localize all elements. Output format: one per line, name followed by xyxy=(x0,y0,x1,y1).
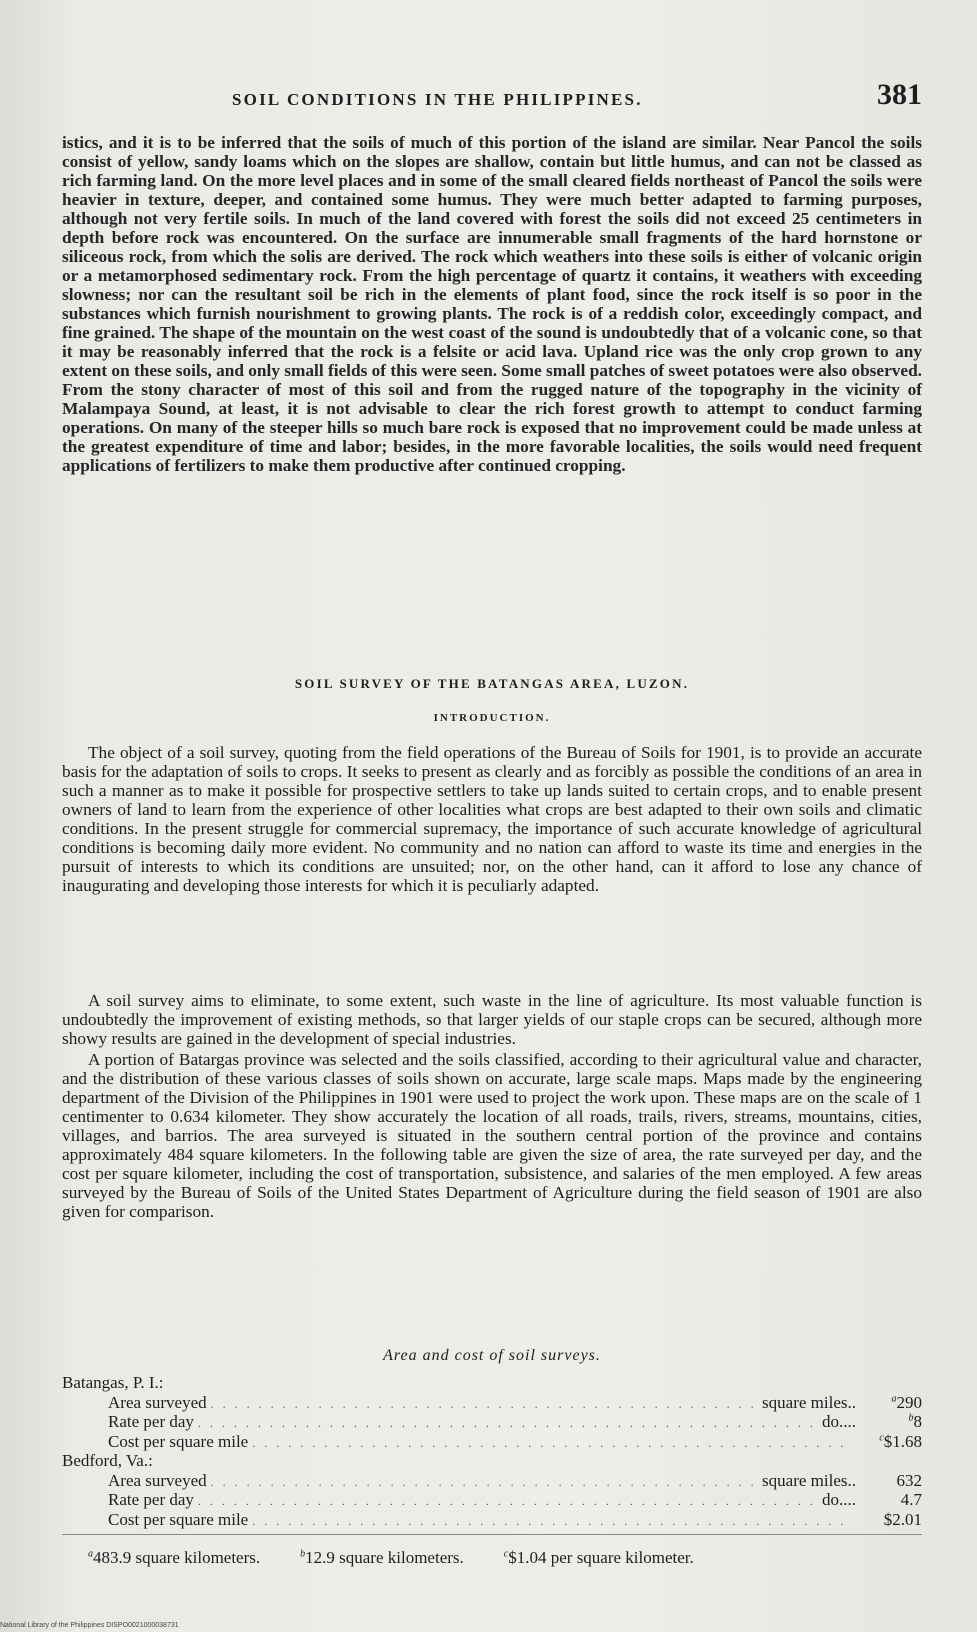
footnotes xyxy=(88,1548,918,1568)
leader-dots xyxy=(198,1492,818,1512)
footnote-mark: a xyxy=(891,1392,897,1404)
leader-dots xyxy=(198,1414,818,1434)
row-label: Cost per square mile xyxy=(108,1431,249,1451)
footnote-mark: b xyxy=(908,1412,914,1424)
row-value: 4.7 xyxy=(900,1490,922,1509)
row-label: Cost per square mile xyxy=(108,1509,249,1529)
table-row xyxy=(62,1490,922,1510)
leader-dots xyxy=(211,1395,758,1415)
row-value: 632 xyxy=(896,1470,922,1490)
page-number: 381 xyxy=(877,78,922,111)
row-label: Rate per day xyxy=(108,1412,194,1431)
row-value: $^b$8 xyxy=(908,1412,922,1431)
leader-dots xyxy=(252,1434,852,1454)
table-row xyxy=(62,1510,922,1530)
table-row xyxy=(62,1432,922,1452)
paragraph-intro-1: The object of a soil survey, quoting from the field operations of the Bureau of Soils for 1901, is to provide an accurate basis for the adaptation of soils to crops. It seeks to present as clearly and as forcibly as possible the conditions of an area in such a manner as to make it possible for prospective settlers to take up lands suited to certain crops, and to enable present owners of land to learn from the experience of other localities what crops are best adapted to their own soils and climatic conditions. In the present struggle for commercial supremacy, the importance of such accurate knowledge of agricultural conditions is becoming daily more evident. No community and no nation can afford to waste its time and energies in the pursuit of interests to which its conditions are unsuited; nor, on the other hand, can it afford to lose any chance of inaugurating and developing those interests for which it is peculiarly adapted. xyxy=(62,743,922,895)
paragraph-intro-2: A soil survey aims to eliminate, to some extent, such waste in the line of agriculture. Its most valuable function is undoubtedly the improvement of existing methods, so that larger yields of our staple crops can be secured, although more showy results are gained in the development of special industries. xyxy=(62,991,922,1048)
paragraph-continued: istics, and it is to be inferred that the soils of much of this portion of the island are similar. Near Pancol the soils consist of yellow, sandy loams which on the slopes are shallow, contain but little humus, and can not be classed as rich farming land. On the more level places and in some of the small cleared fields northeast of Pancol the soils were heavier in texture, deeper, and contained some humus. They were much better adapted to farming purposes, although not very fertile soils. In much of the land covered with forest the soils did not exceed 25 centimeters in depth before rock was encountered. On the surface are innumerable small fragments of the hard hornstone or siliceous rock, from which the solis are derived. The rock which weathers into these soils is either of volcanic origin or a metamorphosed sedimentary rock. From the high percentage of quartz it contains, it weathers with exceeding slowness; nor can the resultant soil be rich in the elements of plant food, since the rock itself is so poor in the substances which furnish nourishment to growing plants. The rock is of a reddish color, exceedingly compact, and fine grained. The shape of the mountain on the west coast of the sound is undoubtedly that of a volcanic cone, so that it may be reasonably inferred that the rock is a felsite or acid lava. Upland rice was the only crop grown to any extent on these soils, and only small fields of this were seen. Some small patches of sweet potatoes were also observed. From the stony character of most of this soil and from the rugged nature of the topography in the vicinity of Malampaya Sound, at least, it is not advisable to clear the rich forest growth to attempt to conduct farming operations. On many of the steeper hills so much bare rock is exposed that no improvement could be made unless at the greatest expenditure of time and labor; besides, in the more favorable localities, the soils would need frequent applications of fertilizers to make them productive after continued cropping. xyxy=(62,133,922,475)
row-label: Area surveyed xyxy=(108,1470,207,1490)
table-row xyxy=(62,1412,922,1432)
row-label: Area surveyed xyxy=(108,1392,207,1412)
leader-dots xyxy=(252,1512,852,1532)
section-subtitle: INTRODUCTION. xyxy=(433,712,551,724)
row-unit: do.... xyxy=(822,1412,856,1431)
footnote: $^b$12.9 square kilometers. xyxy=(300,1548,464,1567)
row-label: Rate per day xyxy=(108,1490,194,1509)
table-caption: Area and cost of soil surveys. xyxy=(383,1347,601,1364)
leader-dots xyxy=(211,1473,758,1493)
section-title: SOIL SURVEY OF THE BATANGAS AREA, LUZON. xyxy=(294,676,690,691)
table-group-name: Bedford, Va.: xyxy=(62,1451,153,1470)
table-group-name: Batangas, P. I.: xyxy=(62,1373,164,1392)
row-value: $^c$\$1.68 xyxy=(879,1431,922,1451)
row-unit: square miles.. xyxy=(762,1470,856,1490)
footnote: $^c$\$1.04 per square kilometer. xyxy=(503,1548,694,1567)
row-value: $^a$290 xyxy=(891,1392,922,1412)
row-value: $2.01 xyxy=(883,1509,922,1529)
table-row xyxy=(62,1393,922,1413)
table-row xyxy=(62,1471,922,1491)
page-header xyxy=(62,78,922,118)
running-head: SOIL CONDITIONS IN THE PHILIPPINES. xyxy=(232,90,643,109)
library-watermark: National Library of the Philippines DISPO0021000038731 xyxy=(0,1622,179,1629)
footnote-mark: c xyxy=(879,1431,884,1443)
row-unit: square miles.. xyxy=(762,1392,856,1412)
footnote-rule xyxy=(62,1534,922,1535)
paragraph-intro-3: A portion of Batargas province was selected and the soils classified, according to their agricultural value and character, and the distribution of these various classes of soils shown on accurate, large scale maps. Maps made by the engineering department of the Division of the Philippines in 1901 were used to project the work upon. These maps are on the scale of 1 centimenter to 0.634 kilometer. They show accurately the location of all roads, trails, rivers, streams, mountains, cities, villages, and barrios. The area surveyed is situated in the southern central portion of the province and contains approximately 484 square kilometers. In the following table are given the size of area, the rate surveyed per day, and the cost per square kilometer, including the cost of transportation, subsistence, and salaries of the men employed. A few areas surveyed by the Bureau of Soils of the United States Department of Agriculture during the field season of 1901 are also given for comparison. xyxy=(62,1050,922,1221)
footnote: $^a$483.9 square kilometers. xyxy=(88,1548,261,1567)
survey-cost-table xyxy=(62,1373,922,1529)
row-unit: do.... xyxy=(822,1490,856,1509)
